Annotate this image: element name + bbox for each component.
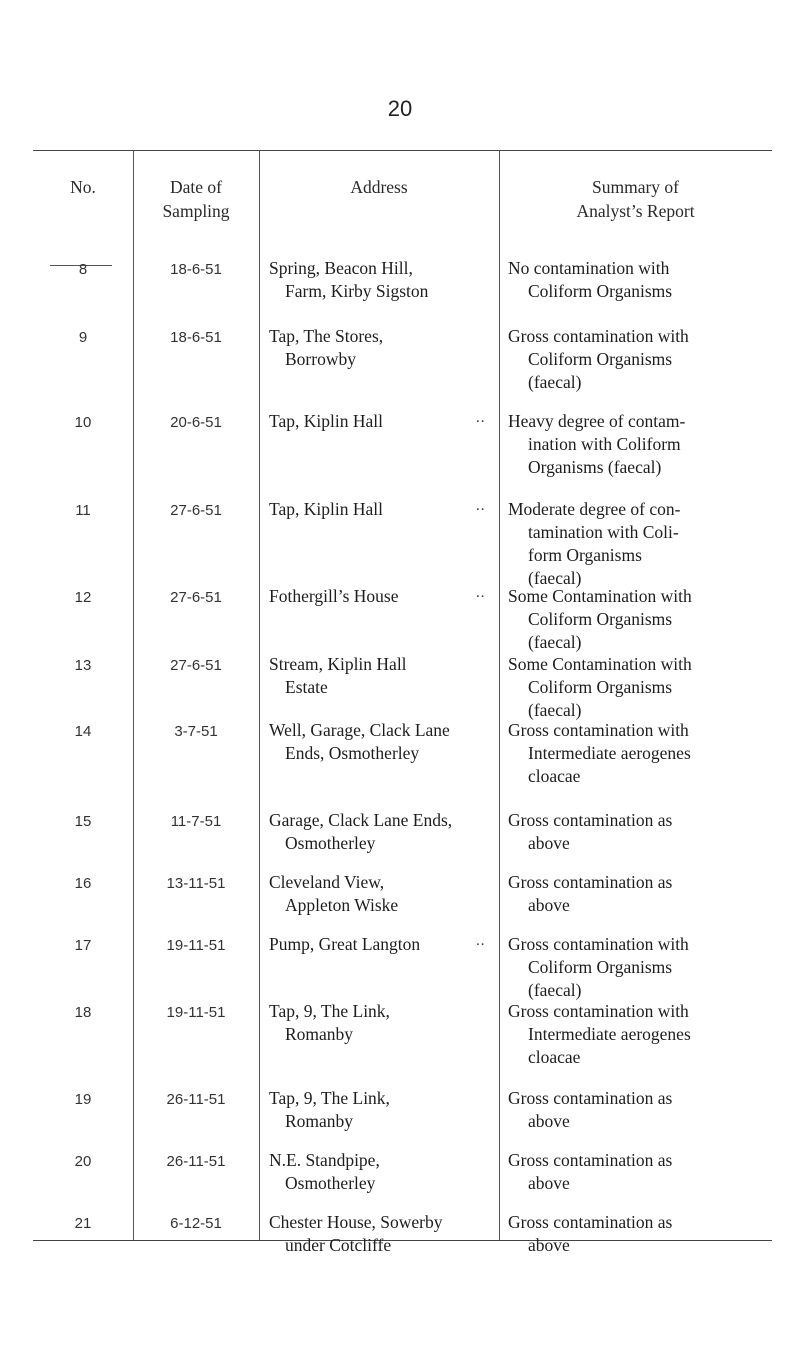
address-line: Romanby <box>285 1111 354 1131</box>
header-address: Address <box>350 177 408 197</box>
column-divider-2 <box>259 150 260 1240</box>
summary-line: Gross contamination with <box>508 1001 689 1021</box>
summary-line: Heavy degree of contam- <box>508 411 686 431</box>
summary-line: (faecal) <box>528 700 582 720</box>
address-line: Ends, Osmotherley <box>285 743 420 763</box>
sampling-date: 3-7-51 <box>174 723 218 740</box>
leader-dots: .. <box>476 585 486 601</box>
summary-line: Some Contamination with <box>508 586 692 606</box>
address-line: Appleton Wiske <box>285 895 399 915</box>
summary-cell <box>508 871 770 917</box>
row-number: 8 <box>78 261 88 278</box>
row-number: 17 <box>74 937 92 954</box>
summary-line: tamination with Coli- <box>528 522 679 542</box>
summary-line: Intermediate aerogenes <box>528 743 691 763</box>
address-cell <box>269 1000 497 1046</box>
summary-line: above <box>528 1173 570 1193</box>
summary-line: Coliform Organisms <box>528 957 673 977</box>
sampling-date: 26-11-51 <box>166 1091 226 1108</box>
row-number: 19 <box>74 1091 92 1108</box>
sampling-date: 20-6-51 <box>170 414 222 431</box>
address-cell <box>269 1211 497 1257</box>
address-line: Tap, The Stores, <box>269 326 384 346</box>
summary-cell <box>508 410 770 479</box>
row-number: 13 <box>74 657 92 674</box>
summary-line: Intermediate aerogenes <box>528 1024 691 1044</box>
sampling-date: 18-6-51 <box>170 261 222 278</box>
address-line: Tap, Kiplin Hall <box>269 411 383 431</box>
address-cell <box>269 1149 497 1195</box>
summary-line: Coliform Organisms <box>528 281 673 301</box>
address-line: Fothergill’s House <box>269 586 399 606</box>
address-cell <box>269 498 497 521</box>
row-number: 21 <box>74 1215 92 1232</box>
row-number: 11 <box>75 502 91 519</box>
summary-line: Moderate degree of con- <box>508 499 681 519</box>
summary-line: Gross contamination with <box>508 934 689 954</box>
summary-line: above <box>528 833 570 853</box>
summary-line: (faecal) <box>528 372 582 392</box>
address-cell <box>269 719 497 765</box>
summary-line: cloacae <box>528 1047 581 1067</box>
summary-line: (faecal) <box>528 632 582 652</box>
summary-line: Gross contamination with <box>508 326 689 346</box>
summary-line: Coliform Organisms <box>528 609 673 629</box>
summary-line: Organisms (faecal) <box>528 457 662 477</box>
summary-line: Gross contamination as <box>508 810 673 830</box>
address-line: N.E. Standpipe, <box>269 1150 380 1170</box>
address-line: under Cotcliffe <box>285 1235 392 1255</box>
leader-dots: .. <box>476 498 486 514</box>
address-line: Garage, Clack Lane Ends, <box>269 810 453 830</box>
summary-cell <box>508 585 770 654</box>
summary-cell <box>508 809 770 855</box>
summary-line: ination with Coliform <box>528 434 681 454</box>
summary-line: Coliform Organisms <box>528 349 673 369</box>
summary-cell <box>508 325 770 394</box>
row-number: 15 <box>74 813 92 830</box>
summary-line: Some Contamination with <box>508 654 692 674</box>
summary-line: Coliform Organisms <box>528 677 673 697</box>
row-number: 20 <box>74 1153 92 1170</box>
summary-line: above <box>528 895 570 915</box>
address-cell <box>269 325 497 371</box>
address-line: Tap, Kiplin Hall <box>269 499 383 519</box>
header-no: No. <box>70 177 96 197</box>
summary-cell <box>508 257 770 303</box>
address-line: Pump, Great Langton <box>269 934 421 954</box>
header-date: Date of Sampling <box>162 177 230 221</box>
address-cell <box>269 809 497 855</box>
address-cell <box>269 871 497 917</box>
address-cell <box>269 653 497 699</box>
summary-line: Gross contamination as <box>508 1212 673 1232</box>
row-number: 9 <box>78 329 88 346</box>
row-number: 12 <box>74 589 92 606</box>
address-line: Borrowby <box>285 349 356 369</box>
row-number: 16 <box>74 875 92 892</box>
leader-dots: .. <box>476 933 486 949</box>
address-line: Farm, Kirby Sigston <box>285 281 429 301</box>
summary-cell <box>508 498 770 590</box>
address-line: Romanby <box>285 1024 354 1044</box>
address-line: Chester House, Sowerby <box>269 1212 443 1232</box>
sampling-date: 26-11-51 <box>166 1153 226 1170</box>
summary-line: (faecal) <box>528 568 582 588</box>
summary-cell <box>508 653 770 722</box>
summary-cell <box>508 1087 770 1133</box>
summary-line: Gross contamination as <box>508 872 673 892</box>
address-line: Osmotherley <box>285 1173 376 1193</box>
summary-line: above <box>528 1235 570 1255</box>
header-summary: Summary of Analyst’s Report <box>576 177 695 221</box>
address-cell <box>269 257 497 303</box>
sampling-date: 19-11-51 <box>166 937 226 954</box>
row-number: 18 <box>74 1004 92 1021</box>
summary-cell <box>508 1149 770 1195</box>
address-cell <box>269 585 497 608</box>
sampling-date: 13-11-51 <box>166 875 226 892</box>
address-line: Well, Garage, Clack Lane <box>269 720 450 740</box>
summary-line: cloacae <box>528 766 581 786</box>
address-line: Estate <box>285 677 328 697</box>
summary-line: form Organisms <box>528 545 642 565</box>
row-number: 10 <box>74 414 92 431</box>
summary-cell <box>508 1211 770 1257</box>
address-line: Tap, 9, The Link, <box>269 1001 390 1021</box>
summary-line: (faecal) <box>528 980 582 1000</box>
page-number: 20 <box>387 96 413 121</box>
summary-cell <box>508 1000 770 1069</box>
sampling-date: 19-11-51 <box>166 1004 226 1021</box>
row-number: 14 <box>74 723 92 740</box>
table-top-rule <box>33 150 772 151</box>
address-cell <box>269 410 497 433</box>
summary-line: above <box>528 1111 570 1131</box>
summary-cell <box>508 719 770 788</box>
summary-line: No contamination with <box>508 258 670 278</box>
address-cell <box>269 933 497 956</box>
summary-line: Gross contamination as <box>508 1150 673 1170</box>
sampling-date: 11-7-51 <box>170 813 222 830</box>
address-line: Osmotherley <box>285 833 376 853</box>
address-line: Tap, 9, The Link, <box>269 1088 390 1108</box>
address-line: Cleveland View, <box>269 872 385 892</box>
sampling-date: 18-6-51 <box>170 329 222 346</box>
leader-dots: .. <box>476 410 486 426</box>
sampling-date: 27-6-51 <box>170 657 222 674</box>
column-divider-3 <box>499 150 500 1240</box>
sampling-date: 6-12-51 <box>170 1215 222 1232</box>
summary-line: Gross contamination as <box>508 1088 673 1108</box>
address-line: Spring, Beacon Hill, <box>269 258 413 278</box>
address-cell <box>269 1087 497 1133</box>
sampling-date: 27-6-51 <box>170 502 222 519</box>
address-line: Stream, Kiplin Hall <box>269 654 407 674</box>
summary-line: Gross contamination with <box>508 720 689 740</box>
summary-cell <box>508 933 770 1002</box>
column-divider-1 <box>133 150 134 1240</box>
sampling-date: 27-6-51 <box>170 589 222 606</box>
